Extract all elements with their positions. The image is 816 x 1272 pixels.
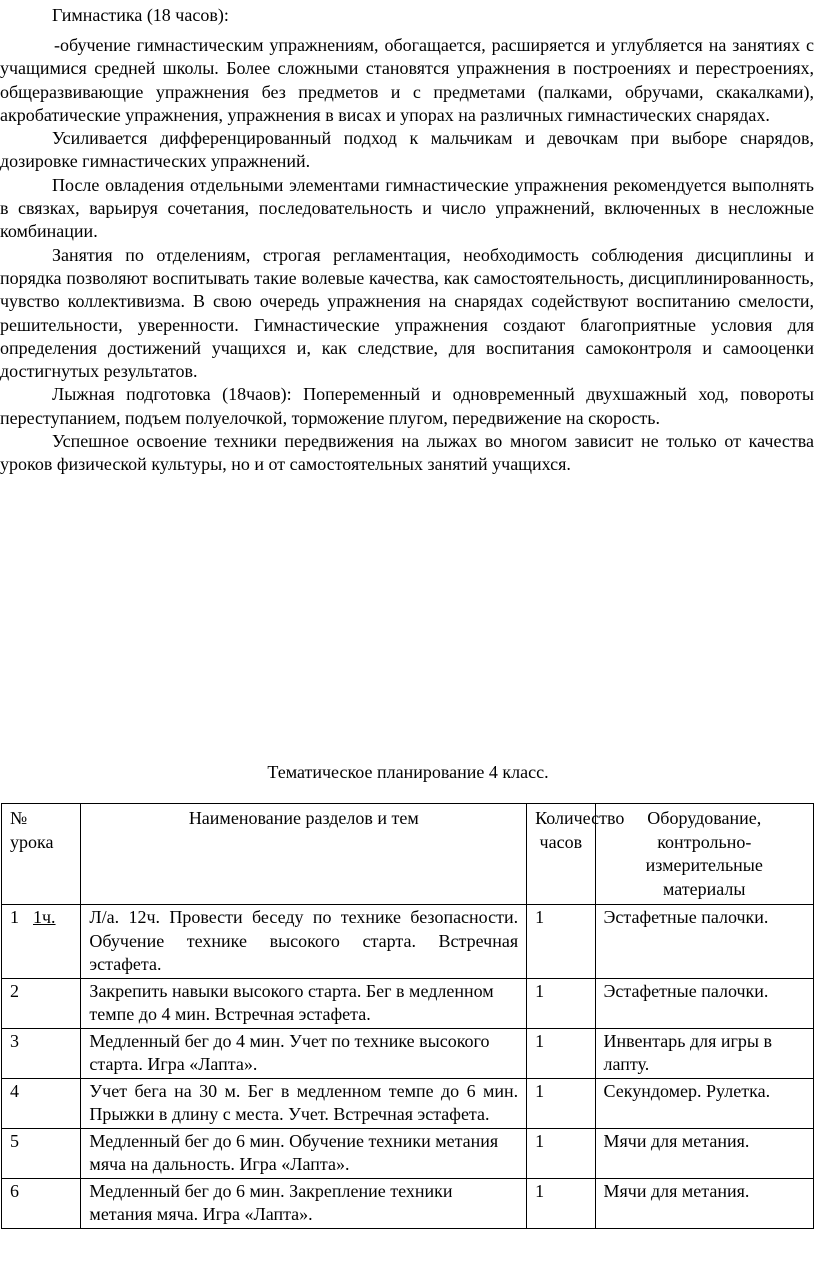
lesson-equipment: Инвентарь для игры в лапту.	[595, 1028, 813, 1078]
paragraph: Усиливается дифференцированный подход к мальчикам и девочкам при выборе снарядов, дозировке гимнастических упражнений.	[0, 128, 814, 172]
lesson-hours: 1	[527, 1128, 595, 1178]
lesson-equipment: Мячи для метания.	[595, 1128, 813, 1178]
table-title: Тематическое планирование 4 класс.	[267, 762, 549, 782]
lesson-topic: Закрепить навыки высокого старта. Бег в медленном темпе до 4 мин. Встречная эстафета.	[81, 978, 527, 1028]
header-hours: Количество часов	[527, 804, 595, 905]
paragraph: -обучение гимнастическим упражнениям, обогащается, расширяется и углубляется на занятиях с учащимися средней школы. Более сложными становятся упражнения в построениях и перестроениях, общеразвивающие упражнения без предметов и с предметами (палками, обручами, скакалками), акробатические упражнения, упражнения в висах и упорах на различных гимнастических снарядах.	[0, 35, 814, 125]
lesson-topic: Медленный бег до 6 мин. Закрепление техники метания мяча. Игра «Лапта».	[81, 1178, 527, 1228]
table-row	[2, 1028, 814, 1078]
section-heading-gymnastics: Гимнастика (18 часов):	[52, 5, 229, 25]
lesson-hours: 1	[527, 978, 595, 1028]
table-row	[2, 1078, 814, 1128]
paragraph: После овладения отдельными элементами гимнастические упражнения рекомендуется выполнять в связках, варьируя сочетания, последовательность и число упражнений, включенных в несложные комбинации.	[0, 174, 814, 242]
lesson-number: 3	[2, 1028, 81, 1078]
table-row	[2, 1178, 814, 1228]
lesson-number: 1	[10, 907, 19, 927]
lesson-number: 5	[2, 1128, 81, 1178]
header-equipment: Оборудование, контрольно-измерительные материалы	[595, 804, 813, 905]
lesson-hours: 1	[527, 905, 595, 979]
paragraph: Успешное освоение техники передвижения на лыжах во многом зависит не только от качества уроков физической культуры, но и от самостоятельных занятий учащихся.	[0, 431, 814, 475]
lesson-hours: 1	[527, 1028, 595, 1078]
table-row	[2, 905, 814, 979]
lesson-equipment: Эстафетные палочки.	[595, 905, 813, 979]
body-text	[0, 34, 814, 477]
lesson-topic: Учет бега на 30 м. Бег в медленном темпе до 6 мин. Прыжки в длину с места. Учет. Встречная эстафета.	[81, 1078, 527, 1128]
header-topic: Наименование разделов и тем	[81, 804, 527, 905]
lesson-hours: 1	[527, 1078, 595, 1128]
lesson-number: 2	[2, 978, 81, 1028]
paragraph: Лыжная подготовка (18чаов): Попеременный и одновременный двухшажный ход, повороты переступанием, подъем полуелочкой, торможение плугом, передвижение на скорость.	[0, 384, 814, 428]
lesson-equipment: Мячи для метания.	[595, 1178, 813, 1228]
table-row	[2, 1128, 814, 1178]
lesson-equipment: Секундомер. Рулетка.	[595, 1078, 813, 1128]
lesson-subnumber: 1ч.	[33, 907, 56, 927]
table-row	[2, 978, 814, 1028]
lesson-equipment: Эстафетные палочки.	[595, 978, 813, 1028]
lesson-number: 6	[2, 1178, 81, 1228]
lesson-hours: 1	[527, 1178, 595, 1228]
lesson-number-cell	[2, 905, 81, 979]
lesson-topic: Медленный бег до 4 мин. Учет по технике высокого старта. Игра «Лапта».	[81, 1028, 527, 1078]
header-lesson-number: № урока	[2, 804, 81, 905]
table-header-row	[2, 804, 814, 905]
lesson-topic: Медленный бег до 6 мин. Обучение техники метания мяча на дальность. Игра «Лапта».	[81, 1128, 527, 1178]
lesson-number: 4	[2, 1078, 81, 1128]
thematic-plan-table	[1, 803, 814, 1229]
paragraph: Занятия по отделениям, строгая регламентация, необходимость соблюдения дисциплины и порядка позволяют воспитывать такие волевые качества, как самостоятельность, дисциплинированность, чувство коллективизма. В свою очередь упражнения на снарядах содействуют воспитанию смелости, решительности, уверенности. Гимнастические упражнения создают благоприятные условия для определения достижений учащихся и, как следствие, для воспитания самоконтроля и самооценки достигнутых результатов.	[0, 244, 814, 382]
lesson-topic: Л/а. 12ч. Провести беседу по технике безопасности. Обучение технике высокого старта. Встречная эстафета.	[81, 905, 527, 979]
